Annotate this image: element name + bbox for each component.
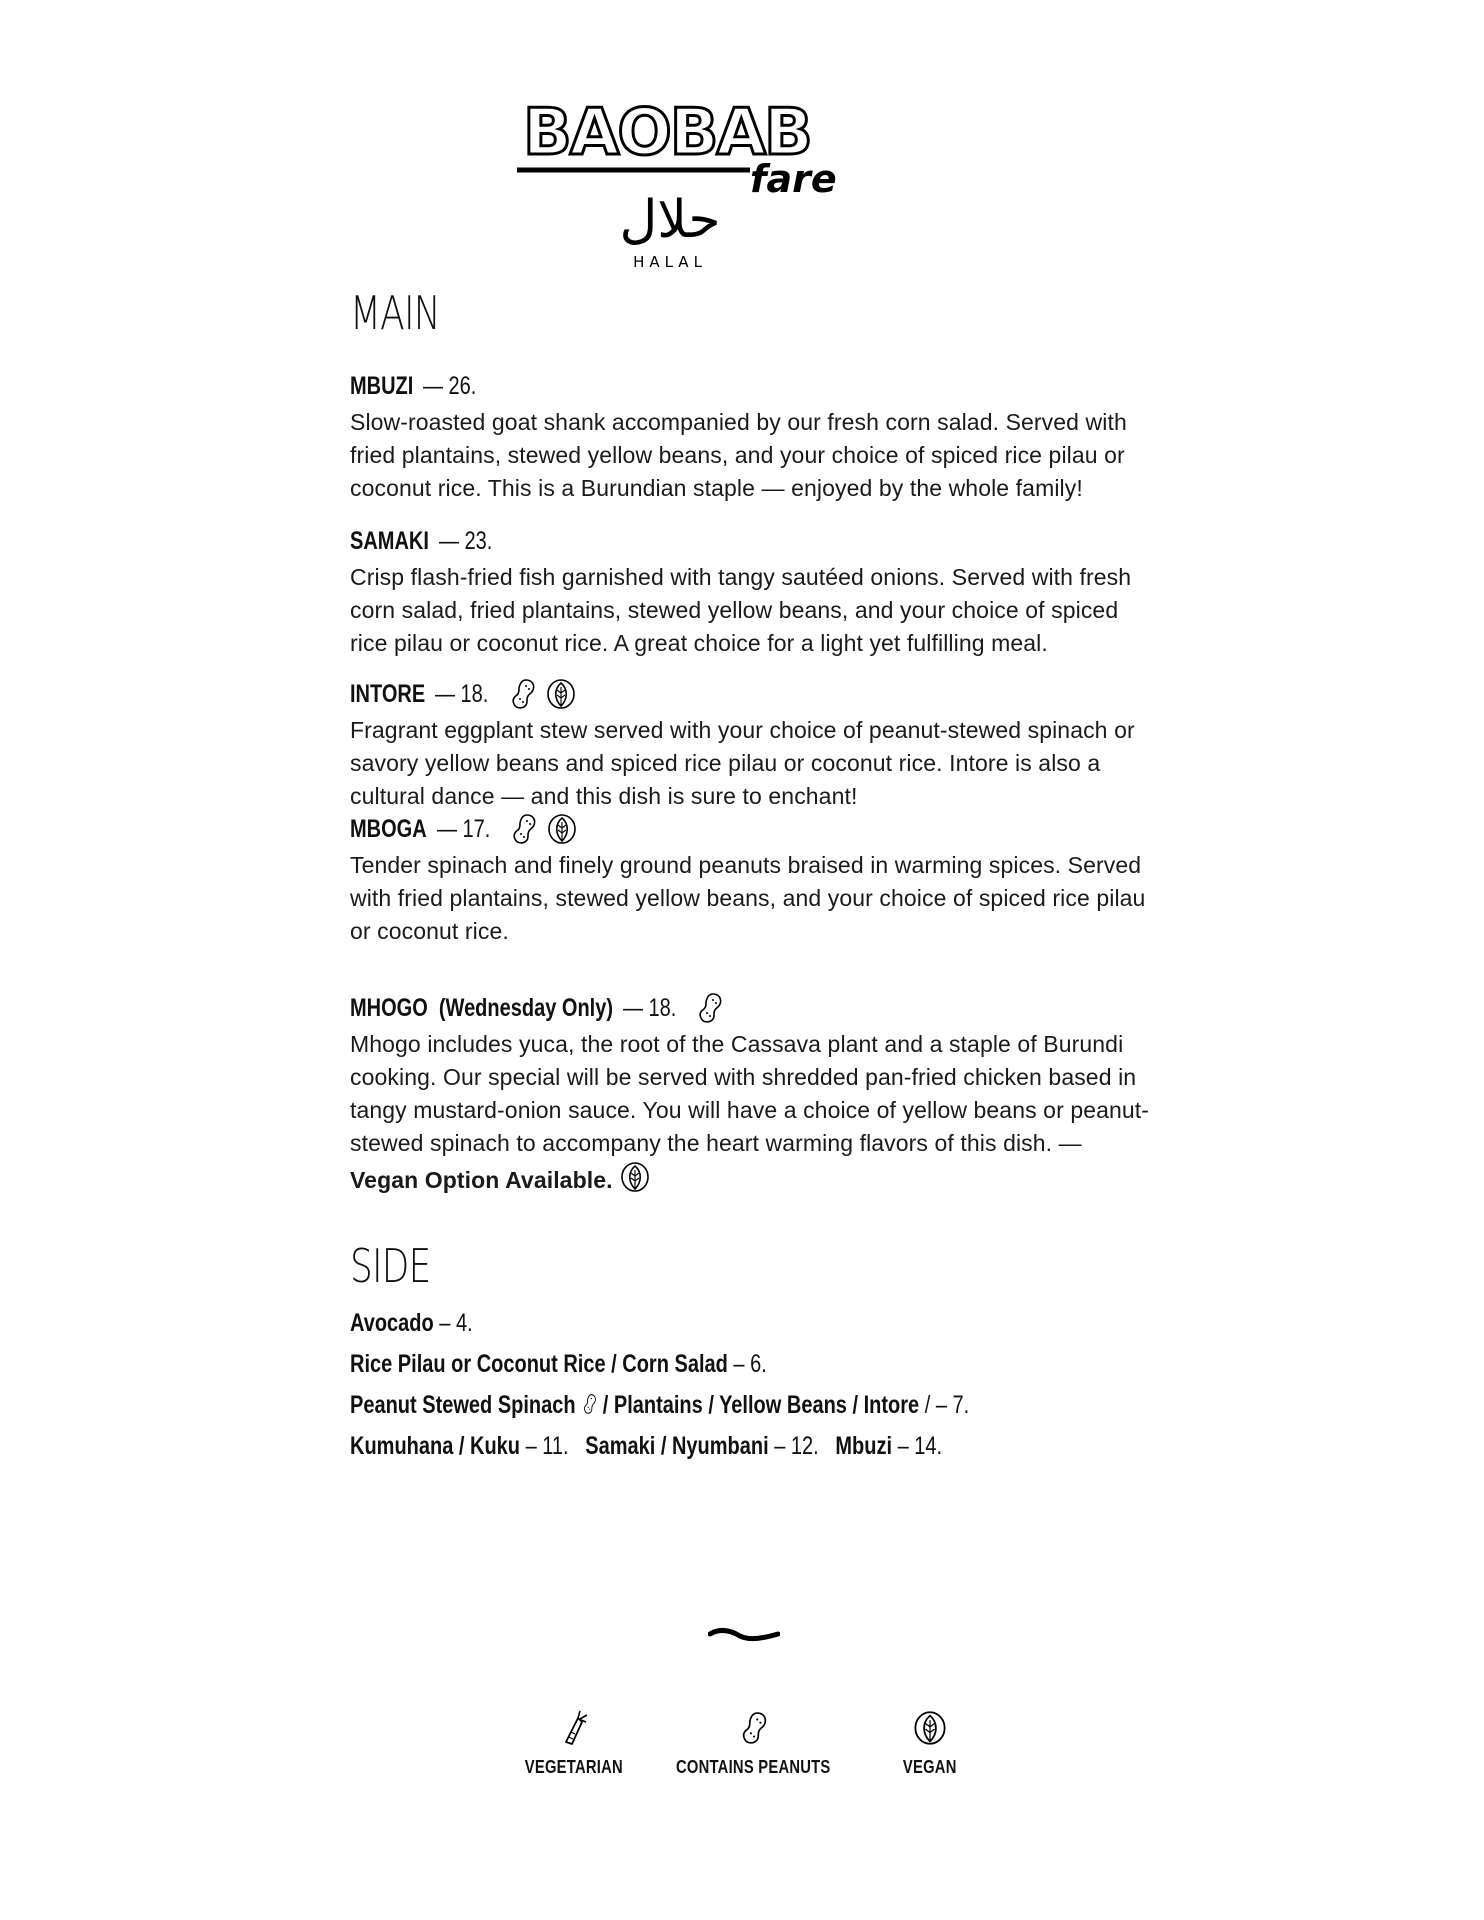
- menu-item: [350, 370, 1150, 505]
- vegan-leaf-icon: [546, 812, 576, 846]
- menu-item-description: Tender spinach and finely ground peanuts braised in warming spices. Served with fried plantains, stewed yellow beans, and your choice of spiced rice pilau or coconut rice.: [350, 852, 1146, 944]
- peanut-icon: [507, 677, 537, 711]
- peanut-icon: [694, 991, 724, 1025]
- side-line-spinach: Peanut Stewed Spinach / Plantains / Yellow Beans / Intore / – 7.: [350, 1391, 970, 1419]
- menu-item-price: — 17.: [436, 815, 491, 843]
- menu-item-name: SAMAKI: [350, 527, 429, 555]
- menu-item: [350, 678, 1150, 813]
- legend-vegetarian: [474, 1708, 674, 1778]
- logo-halal-tag: HALAL: [633, 253, 707, 271]
- baobab-fare-halal-logo: [515, 82, 845, 272]
- menu-item-price: — 18.: [435, 680, 489, 708]
- menu-item: [350, 525, 1150, 660]
- side-line-proteins: Kumuhana / Kuku – 11. Samaki / Nyumbani – 12. Mbuzi – 14.: [350, 1432, 943, 1460]
- menu-item: [350, 992, 1150, 1197]
- peanut-icon: [581, 1391, 597, 1417]
- menu-item-header: [350, 678, 1150, 710]
- peanut-icon: [508, 812, 538, 846]
- menu-item-header: [350, 370, 1150, 402]
- logo-fare: fare: [750, 157, 837, 201]
- menu-item-description: Crisp flash-fried fish garnished with tangy sautéed onions. Served with fresh corn salad, fried plantains, stewed yellow beans, and your choice of spiced rice pilau or coconut rice. A great choice for a light yet fulfilling meal.: [350, 564, 1132, 656]
- side-line-avocado: Avocado – 4.: [350, 1309, 473, 1337]
- menu-item: [350, 813, 1150, 948]
- vegan-leaf-icon: [912, 1708, 948, 1748]
- legend-vegan: [830, 1708, 1030, 1778]
- logo-arabic-halal: حلال: [619, 190, 721, 250]
- menu-item-name: INTORE: [350, 680, 426, 708]
- main-items: [350, 370, 1150, 1197]
- vegan-leaf-icon: [545, 677, 575, 711]
- logo-wordmark: BAOBAB: [523, 96, 811, 170]
- menu-item-price: — 23.: [438, 527, 493, 555]
- side-section-title: SIDE: [350, 1239, 431, 1293]
- menu-content: [350, 286, 1150, 1467]
- menu-item-description: Mhogo includes yuca, the root of the Cassava plant and a staple of Burundi cooking. Our special will be served with shredded pan-fried chicken based in tangy mustard-onion sauce. You will have a choice of yellow beans or peanut-stewed spinach to accompany the heart warming flavors of this dish. — Vegan Option Available.: [350, 1031, 1150, 1193]
- menu-item-description: Fragrant eggplant stew served with your choice of peanut-stewed spinach or savory yellow beans and spiced rice pilau or coconut rice. Intore is also a cultural dance — and this dish is sure to enchant!: [350, 717, 1135, 809]
- divider-swoosh: [708, 1626, 780, 1646]
- carrot-icon: [558, 1708, 590, 1748]
- legend-peanuts-label: CONTAINS PEANUTS: [675, 1757, 831, 1777]
- menu-item-name: MBUZI: [350, 372, 414, 400]
- side-line-rice: Rice Pilau or Coconut Rice / Corn Salad – 6.: [350, 1350, 767, 1378]
- side-list: [350, 1303, 1150, 1467]
- legend-vegan-label: VEGAN: [903, 1757, 957, 1777]
- menu-item-price: — 26.: [423, 372, 477, 400]
- menu-item-price: — 18.: [623, 994, 677, 1022]
- menu-item-header: [350, 992, 1150, 1024]
- legend-peanuts: [653, 1708, 853, 1778]
- peanut-icon: [737, 1708, 769, 1748]
- dietary-legend: [0, 1708, 1484, 1808]
- menu-item-name: MHOGO (Wednesday Only): [350, 994, 613, 1022]
- menu-item-description: Slow-roasted goat shank accompanied by our fresh corn salad. Served with fried plantains, stewed yellow beans, and your choice of spiced rice pilau or coconut rice. This is a Burundian staple — enjoyed by the whole family!: [350, 409, 1127, 501]
- vegan-option-note: Vegan Option Available.: [350, 1167, 613, 1193]
- main-section-title: MAIN: [350, 286, 440, 340]
- menu-item-header: [350, 525, 1150, 557]
- menu-item-name: MBOGA: [350, 815, 427, 843]
- menu-item-header: [350, 813, 1150, 845]
- vegan-leaf-icon: [619, 1160, 649, 1194]
- legend-vegetarian-label: VEGETARIAN: [524, 1757, 624, 1777]
